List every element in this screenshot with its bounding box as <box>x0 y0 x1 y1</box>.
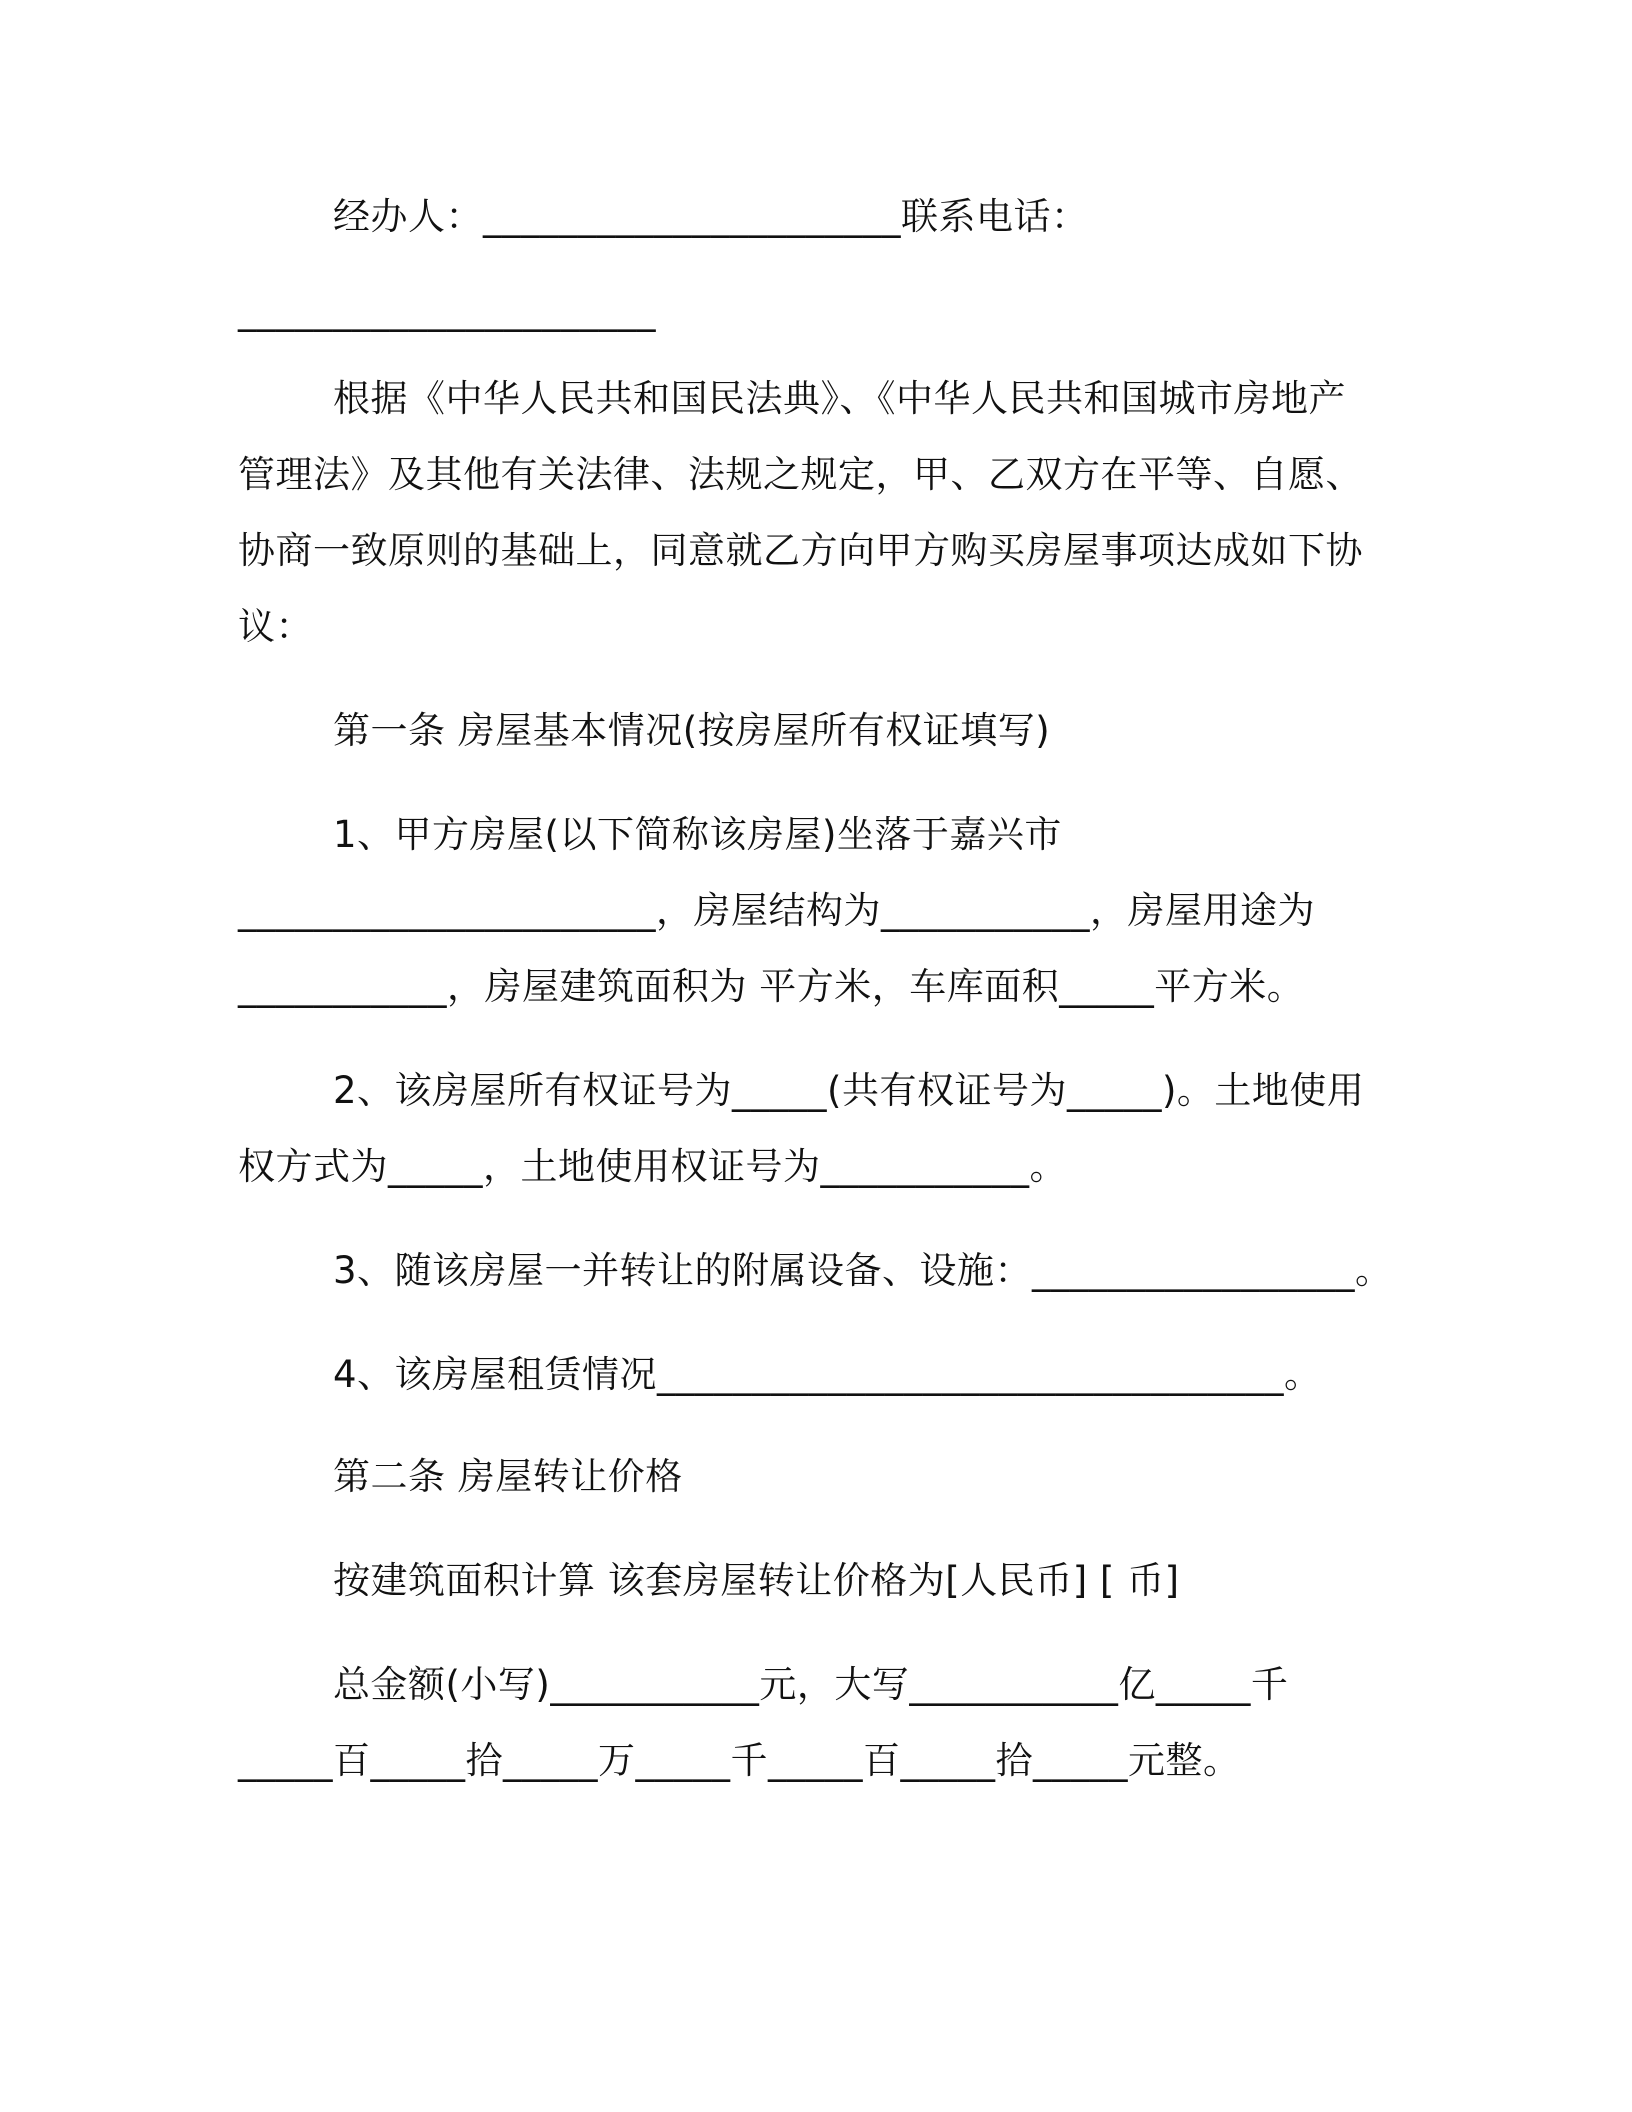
article-1-heading: 第一条 房屋基本情况(按房屋所有权证填写) <box>333 709 1051 752</box>
preamble-line-3: 协商一致原则的基础上，同意就乙方向甲方购买房屋事项达成如下协 <box>238 529 1363 572</box>
preamble-line-4: 议： <box>238 605 313 648</box>
agent-contact-line: 经办人：______________________联系电话： <box>333 195 1089 238</box>
contact-phone-blank-line: ______________________ <box>238 289 656 332</box>
clause-1-line-3: ___________，房屋建筑面积为 平方米，车库面积_____平方米。 <box>238 965 1305 1008</box>
clause-2-line-2: 权方式为_____，土地使用权证号为___________。 <box>238 1145 1067 1188</box>
clause-3-line: 3、随该房屋一并转让的附属设备、设施：_________________。 <box>333 1249 1393 1292</box>
clause-4-line: 4、该房屋租赁情况_________________________________。 <box>333 1353 1322 1396</box>
preamble-line-1: 根据《中华人民共和国民法典》、《中华人民共和国城市房地产 <box>333 377 1346 420</box>
clause-1-line-2: ______________________，房屋结构为___________，房屋用途为 <box>238 889 1315 932</box>
total-amount-line-2: _____百_____拾_____万_____千_____百_____拾_____元整。 <box>238 1739 1241 1782</box>
total-amount-line-1: 总金额(小写)___________元，大写___________亿_____千 <box>333 1663 1289 1706</box>
price-basis-line: 按建筑面积计算 该套房屋转让价格为[人民币] [ 币] <box>333 1559 1180 1602</box>
article-2-heading: 第二条 房屋转让价格 <box>333 1455 683 1498</box>
clause-1-line-1: 1、甲方房屋(以下简称该房屋)坐落于嘉兴市 <box>333 813 1062 856</box>
clause-2-line-1: 2、该房屋所有权证号为_____(共有权证号为_____)。土地使用 <box>333 1069 1365 1112</box>
preamble-line-2: 管理法》及其他有关法律、法规之规定，甲、乙双方在平等、自愿、 <box>238 453 1363 496</box>
